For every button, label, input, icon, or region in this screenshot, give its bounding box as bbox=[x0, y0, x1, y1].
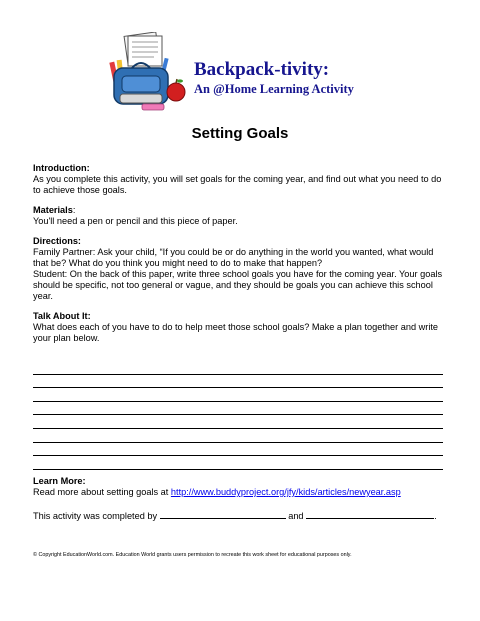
backpack-logo bbox=[98, 32, 194, 114]
writing-line[interactable] bbox=[33, 361, 443, 375]
introduction-section bbox=[33, 163, 448, 196]
learn-more-section bbox=[33, 476, 453, 522]
brand-subtitle: An @Home Learning Activity bbox=[194, 82, 354, 96]
writing-line[interactable] bbox=[33, 429, 443, 443]
writing-line[interactable] bbox=[33, 415, 443, 429]
talk-text: What does each of you have to do to help meet those school goals? Make a plan together and write your plan below. bbox=[33, 322, 439, 343]
materials-section bbox=[33, 205, 448, 227]
introduction-text: As you complete this activity, you will set goals for the coming year, and find out what you need to do to achieve those goals. bbox=[33, 174, 442, 195]
learn-more-heading: Learn More: bbox=[33, 476, 86, 486]
directions-section bbox=[33, 236, 448, 302]
completed-by-blank-1[interactable] bbox=[160, 510, 286, 519]
writing-line[interactable] bbox=[33, 402, 443, 416]
talk-heading: Talk About It: bbox=[33, 311, 91, 321]
activity-body bbox=[33, 163, 448, 353]
directions-student-text: Student: On the back of this paper, write three school goals you have for the coming year. Your goals should be specific, not too general or vague, and they should be goals you can achieve this school year. bbox=[33, 269, 443, 301]
learn-more-text: Read more about setting goals at bbox=[33, 487, 171, 497]
completion-line bbox=[33, 510, 453, 522]
backpack-icon bbox=[98, 32, 194, 114]
completion-prefix: This activity was completed by bbox=[33, 511, 158, 521]
talk-section bbox=[33, 311, 448, 344]
writing-line[interactable] bbox=[33, 456, 443, 470]
introduction-heading: Introduction: bbox=[33, 163, 90, 173]
copyright-notice: © Copyright EducationWorld.com. Education World grants users permission to recreate this work sheet for educational purposes only. bbox=[33, 552, 352, 558]
materials-colon: : bbox=[72, 205, 76, 215]
learn-more-link[interactable]: http://www.buddyproject.org/jfy/kids/articles/newyear.asp bbox=[170, 487, 401, 497]
writing-lines bbox=[33, 361, 443, 470]
writing-line[interactable] bbox=[33, 375, 443, 389]
writing-line[interactable] bbox=[33, 388, 443, 402]
brand-title: Backpack-tivity: bbox=[194, 59, 330, 80]
directions-family-text: Family Partner: Ask your child, “If you could be or do anything in the world you wanted, what would that be? What do you think you might need to do to make that happen? bbox=[33, 247, 434, 268]
completion-period: . bbox=[434, 511, 437, 521]
completion-and: and bbox=[288, 511, 304, 521]
materials-heading: Materials bbox=[33, 205, 73, 215]
materials-text: You'll need a pen or pencil and this piece of paper. bbox=[33, 216, 238, 226]
directions-heading: Directions: bbox=[33, 236, 81, 246]
page-title: Setting Goals bbox=[191, 125, 289, 142]
completed-by-blank-2[interactable] bbox=[306, 510, 434, 519]
writing-line[interactable] bbox=[33, 443, 443, 457]
